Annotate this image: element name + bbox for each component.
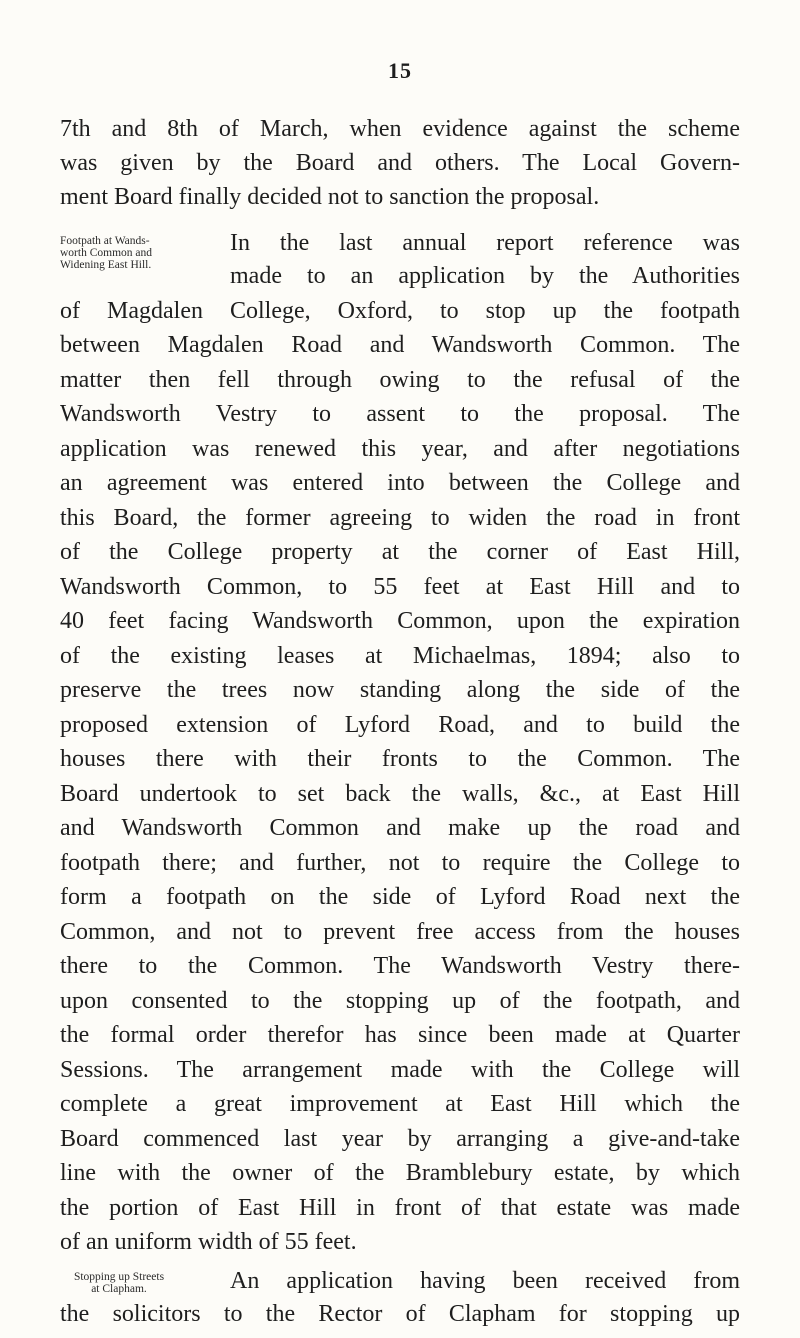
- text-line: 40 feet facing Wandsworth Common, upon the expiration: [60, 608, 740, 634]
- text-line: of the College property at the corner of East Hill,: [60, 539, 740, 565]
- text-line: application was renewed this year, and after negotiations: [60, 436, 740, 462]
- text-line: proposed extension of Lyford Road, and to build the: [60, 712, 740, 738]
- text-line: complete a great improvement at East Hill which the: [60, 1091, 740, 1117]
- text-line: of the existing leases at Michaelmas, 1894; also to: [60, 643, 740, 669]
- text-line: form a footpath on the side of Lyford Road next the: [60, 884, 740, 910]
- page-number: 15: [388, 58, 412, 83]
- text-line: the formal order therefor has since been made at Quarter: [60, 1022, 740, 1048]
- text-line: was given by the Board and others. The Local Govern-: [60, 150, 740, 176]
- text-line: footpath there; and further, not to require the College to: [60, 850, 740, 876]
- text-line: there to the Common. The Wandsworth Vestry there-: [60, 953, 740, 979]
- margin-note-line: Footpath at Wands-: [60, 235, 150, 247]
- text-line: between Magdalen Road and Wandsworth Common. The: [60, 332, 740, 358]
- text-line: upon consented to the stopping up of the footpath, and: [60, 988, 740, 1014]
- text-line: 7th and 8th of March, when evidence against the scheme: [60, 116, 740, 142]
- text-line: Common, and not to prevent free access from the houses: [60, 919, 740, 945]
- text-line: Wandsworth Vestry to assent to the proposal. The: [60, 401, 740, 427]
- text-line: this Board, the former agreeing to widen the road in front: [60, 505, 740, 531]
- text-line: an agreement was entered into between the College and: [60, 470, 740, 496]
- margin-note-footpath: [60, 235, 178, 271]
- text-line: and Wandsworth Common and make up the road and: [60, 815, 740, 841]
- text-line: Board commenced last year by arranging a give-and-take: [60, 1126, 740, 1152]
- text-line: made to an application by the Authorities: [230, 263, 740, 289]
- text-line: the portion of East Hill in front of that estate was made: [60, 1195, 740, 1221]
- text-line: Sessions. The arrangement made with the College will: [60, 1057, 740, 1083]
- text-line: In the last annual report reference was: [230, 230, 740, 256]
- text-line: the solicitors to the Rector of Clapham for stopping up: [60, 1301, 740, 1327]
- text-line: matter then fell through owing to the refusal of the: [60, 367, 740, 393]
- text-line: houses there with their fronts to the Common. The: [60, 746, 740, 772]
- margin-note-line: at Clapham.: [91, 1283, 147, 1295]
- margin-note-line: worth Common and: [60, 247, 152, 259]
- text-line: Board undertook to set back the walls, &c., at East Hill: [60, 781, 740, 807]
- text-line: ment Board finally decided not to sanction the proposal.: [60, 184, 600, 210]
- text-line: preserve the trees now standing along the side of the: [60, 677, 740, 703]
- margin-note-clapham: [60, 1271, 178, 1295]
- text-line: of an uniform width of 55 feet.: [60, 1229, 357, 1255]
- text-line: Wandsworth Common, to 55 feet at East Hill and to: [60, 574, 740, 600]
- text-line: An application having been received from: [230, 1268, 740, 1294]
- text-line: of Magdalen College, Oxford, to stop up the footpath: [60, 298, 740, 324]
- margin-note-line: Stopping up Streets: [73, 1271, 165, 1283]
- margin-note-line: Widening East Hill.: [60, 259, 152, 271]
- text-line: line with the owner of the Bramblebury estate, by which: [60, 1160, 740, 1186]
